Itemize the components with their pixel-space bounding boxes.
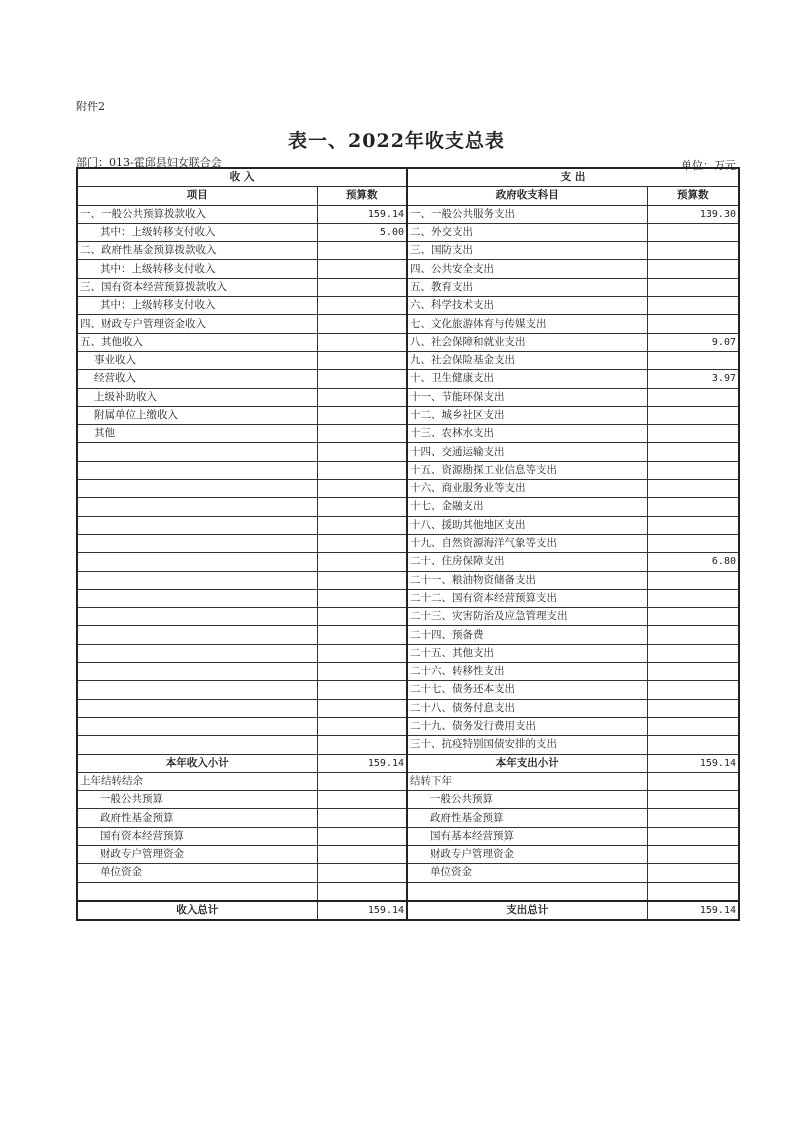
carry-income-label (77, 882, 317, 901)
expense-item-value (647, 608, 739, 626)
income-item-value (317, 370, 407, 388)
carry-row (77, 864, 739, 882)
expense-item-value (647, 571, 739, 589)
table-row (77, 278, 739, 296)
expense-item-label: 二十四、预备费 (407, 626, 647, 644)
total-row (77, 901, 739, 920)
income-item-label (77, 534, 317, 552)
income-item-label: 上级补助收入 (77, 388, 317, 406)
budget-header: 预算数 (317, 187, 407, 205)
income-item-label (77, 571, 317, 589)
expense-item-value (647, 223, 739, 241)
section-header-row (77, 168, 739, 187)
carry-expense-value (647, 845, 739, 863)
expense-item-value (647, 736, 739, 754)
income-item-value (317, 297, 407, 315)
expense-item-value (647, 534, 739, 552)
income-item-label: 一、一般公共预算拨款收入 (77, 205, 317, 223)
income-item-value (317, 278, 407, 296)
carry-expense-value (647, 864, 739, 882)
table-row (77, 498, 739, 516)
income-header: 收 入 (77, 168, 407, 187)
expense-item-label: 二十六、转移性支出 (407, 663, 647, 681)
item-header: 项目 (77, 187, 317, 205)
table-row (77, 571, 739, 589)
table-row (77, 443, 739, 461)
income-item-value: 159.14 (317, 205, 407, 223)
table-row (77, 516, 739, 534)
expense-item-label: 二十一、粮油物资储备支出 (407, 571, 647, 589)
expense-item-value (647, 425, 739, 443)
category-header: 政府收支科目 (407, 187, 647, 205)
column-header-row (77, 187, 739, 205)
expense-item-label: 三十、抗疫特别国债安排的支出 (407, 736, 647, 754)
income-item-label: 经营收入 (77, 370, 317, 388)
expense-item-label: 九、社会保险基金支出 (407, 351, 647, 369)
carry-expense-label: 结转下年 (407, 772, 647, 790)
carry-income-label: 国有资本经营预算 (77, 827, 317, 845)
income-item-label: 附属单位上缴收入 (77, 406, 317, 424)
expense-item-value (647, 516, 739, 534)
carry-income-label: 单位资金 (77, 864, 317, 882)
table-row (77, 461, 739, 479)
expense-item-value: 3.97 (647, 370, 739, 388)
expense-item-value (647, 406, 739, 424)
expense-item-value: 9.07 (647, 333, 739, 351)
expense-item-label: 六、科学技术支出 (407, 297, 647, 315)
table-row (77, 626, 739, 644)
expense-item-label: 十六、商业服务业等支出 (407, 480, 647, 498)
carry-expense-value (647, 809, 739, 827)
table-row (77, 553, 739, 571)
income-item-label: 三、国有资本经营预算拨款收入 (77, 278, 317, 296)
carry-expense-label: 单位资金 (407, 864, 647, 882)
income-item-value (317, 699, 407, 717)
carry-row (77, 845, 739, 863)
table-row (77, 242, 739, 260)
carry-income-value (317, 791, 407, 809)
carry-expense-value (647, 827, 739, 845)
expense-item-value (647, 388, 739, 406)
expense-item-label: 七、文化旅游体育与传媒支出 (407, 315, 647, 333)
expense-item-value (647, 717, 739, 735)
table-row (77, 260, 739, 278)
expense-item-label: 二十八、债务付息支出 (407, 699, 647, 717)
income-subtotal-value: 159.14 (317, 754, 407, 772)
expense-item-value (647, 589, 739, 607)
income-item-value (317, 351, 407, 369)
income-item-label (77, 589, 317, 607)
income-item-label (77, 717, 317, 735)
carry-income-value (317, 809, 407, 827)
income-item-value (317, 663, 407, 681)
table-row (77, 297, 739, 315)
income-item-label (77, 553, 317, 571)
expense-subtotal-label: 本年支出小计 (407, 754, 647, 772)
income-item-value (317, 644, 407, 662)
expense-item-label: 四、公共安全支出 (407, 260, 647, 278)
carry-expense-label: 一般公共预算 (407, 791, 647, 809)
table-row (77, 608, 739, 626)
expense-item-value (647, 297, 739, 315)
expense-item-value (647, 315, 739, 333)
income-item-label: 事业收入 (77, 351, 317, 369)
carry-expense-value (647, 772, 739, 790)
income-item-value (317, 406, 407, 424)
table-row (77, 717, 739, 735)
income-item-value (317, 626, 407, 644)
income-item-label (77, 443, 317, 461)
income-item-value (317, 443, 407, 461)
income-item-value (317, 388, 407, 406)
attachment-label: 附件2 (76, 100, 105, 113)
income-item-label (77, 736, 317, 754)
carry-income-value (317, 845, 407, 863)
carry-income-value (317, 772, 407, 790)
table-row (77, 644, 739, 662)
expense-item-value (647, 260, 739, 278)
income-item-label (77, 608, 317, 626)
table-row (77, 315, 739, 333)
carry-income-label: 政府性基金预算 (77, 809, 317, 827)
income-item-label: 其中：上级转移支付收入 (77, 297, 317, 315)
table-row (77, 370, 739, 388)
income-item-label: 四、财政专户管理资金收入 (77, 315, 317, 333)
expense-item-value (647, 644, 739, 662)
income-item-value (317, 516, 407, 534)
income-item-label (77, 516, 317, 534)
income-item-label (77, 498, 317, 516)
table-row (77, 406, 739, 424)
income-item-value (317, 425, 407, 443)
income-item-value (317, 681, 407, 699)
subtotal-row (77, 754, 739, 772)
income-item-value (317, 242, 407, 260)
income-item-value (317, 534, 407, 552)
carry-row (77, 772, 739, 790)
expense-header: 支 出 (407, 168, 739, 187)
income-item-label: 五、其他收入 (77, 333, 317, 351)
income-item-label (77, 461, 317, 479)
income-item-value (317, 315, 407, 333)
carry-row (77, 827, 739, 845)
expense-item-value (647, 498, 739, 516)
table-row (77, 223, 739, 241)
carry-income-value (317, 864, 407, 882)
income-item-label: 其他 (77, 425, 317, 443)
income-item-value (317, 333, 407, 351)
income-item-value (317, 498, 407, 516)
carry-income-label: 上年结转结余 (77, 772, 317, 790)
expense-item-label: 十八、援助其他地区支出 (407, 516, 647, 534)
income-item-label (77, 699, 317, 717)
expense-item-value (647, 351, 739, 369)
income-item-label: 二、政府性基金预算拨款收入 (77, 242, 317, 260)
table-row (77, 736, 739, 754)
expense-item-value (647, 443, 739, 461)
income-subtotal-label: 本年收入小计 (77, 754, 317, 772)
carry-row (77, 791, 739, 809)
carry-expense-value (647, 882, 739, 901)
expense-item-label: 一、一般公共服务支出 (407, 205, 647, 223)
expense-subtotal-value: 159.14 (647, 754, 739, 772)
income-item-label (77, 663, 317, 681)
income-total-label: 收入总计 (77, 901, 317, 920)
expense-total-value: 159.14 (647, 901, 739, 920)
budget2-header: 预算数 (647, 187, 739, 205)
income-item-value (317, 571, 407, 589)
expense-item-label: 二十二、国有资本经营预算支出 (407, 589, 647, 607)
expense-item-label: 五、教育支出 (407, 278, 647, 296)
carry-expense-value (647, 791, 739, 809)
expense-item-value (647, 681, 739, 699)
expense-item-label: 十一、节能环保支出 (407, 388, 647, 406)
income-item-value (317, 461, 407, 479)
carry-income-value (317, 882, 407, 901)
expense-item-label: 十七、金融支出 (407, 498, 647, 516)
expense-item-label: 三、国防支出 (407, 242, 647, 260)
table-row (77, 534, 739, 552)
expense-item-label: 十四、交通运输支出 (407, 443, 647, 461)
table-row (77, 388, 739, 406)
page-title: 表一、2022年收支总表 (288, 130, 505, 152)
income-item-value: 5.00 (317, 223, 407, 241)
income-item-label (77, 480, 317, 498)
carry-expense-label (407, 882, 647, 901)
table-row (77, 425, 739, 443)
expense-item-label: 二十、住房保障支出 (407, 553, 647, 571)
department-label: 部门：013-霍邱县妇女联合会 (76, 156, 222, 169)
expense-item-value (647, 626, 739, 644)
table-row (77, 663, 739, 681)
expense-item-value (647, 480, 739, 498)
table-row (77, 333, 739, 351)
budget-summary-table (76, 167, 740, 921)
expense-item-value (647, 699, 739, 717)
expense-item-label: 十、卫生健康支出 (407, 370, 647, 388)
table-row (77, 699, 739, 717)
carry-row (77, 882, 739, 901)
income-item-value (317, 589, 407, 607)
table-row (77, 480, 739, 498)
income-item-value (317, 717, 407, 735)
table-row (77, 205, 739, 223)
carry-income-label: 财政专户管理资金 (77, 845, 317, 863)
carry-income-value (317, 827, 407, 845)
expense-item-value: 6.80 (647, 553, 739, 571)
expense-item-value (647, 278, 739, 296)
income-item-value (317, 736, 407, 754)
carry-expense-label: 政府性基金预算 (407, 809, 647, 827)
unit-label: 单位：万元 (681, 159, 736, 172)
income-item-label (77, 644, 317, 662)
expense-item-label: 二十七、债务还本支出 (407, 681, 647, 699)
income-item-value (317, 608, 407, 626)
expense-total-label: 支出总计 (407, 901, 647, 920)
table-row (77, 681, 739, 699)
income-total-value: 159.14 (317, 901, 407, 920)
income-item-label: 其中：上级转移支付收入 (77, 223, 317, 241)
table-row (77, 351, 739, 369)
expense-item-label: 十九、自然资源海洋气象等支出 (407, 534, 647, 552)
expense-item-label: 八、社会保障和就业支出 (407, 333, 647, 351)
carry-expense-label: 财政专户管理资金 (407, 845, 647, 863)
expense-item-label: 二十五、其他支出 (407, 644, 647, 662)
income-item-value (317, 260, 407, 278)
expense-item-value (647, 461, 739, 479)
income-item-label (77, 681, 317, 699)
expense-item-label: 十二、城乡社区支出 (407, 406, 647, 424)
table-row (77, 589, 739, 607)
carry-expense-label: 国有基本经营预算 (407, 827, 647, 845)
expense-item-label: 二、外交支出 (407, 223, 647, 241)
income-item-label (77, 626, 317, 644)
income-item-value (317, 553, 407, 571)
expense-item-label: 二十三、灾害防治及应急管理支出 (407, 608, 647, 626)
expense-item-value (647, 242, 739, 260)
expense-item-value (647, 663, 739, 681)
expense-item-label: 十三、农林水支出 (407, 425, 647, 443)
expense-item-label: 二十九、债务发行费用支出 (407, 717, 647, 735)
expense-item-value: 139.30 (647, 205, 739, 223)
expense-item-label: 十五、资源勘探工业信息等支出 (407, 461, 647, 479)
carry-income-label: 一般公共预算 (77, 791, 317, 809)
income-item-label: 其中：上级转移支付收入 (77, 260, 317, 278)
carry-row (77, 809, 739, 827)
income-item-value (317, 480, 407, 498)
